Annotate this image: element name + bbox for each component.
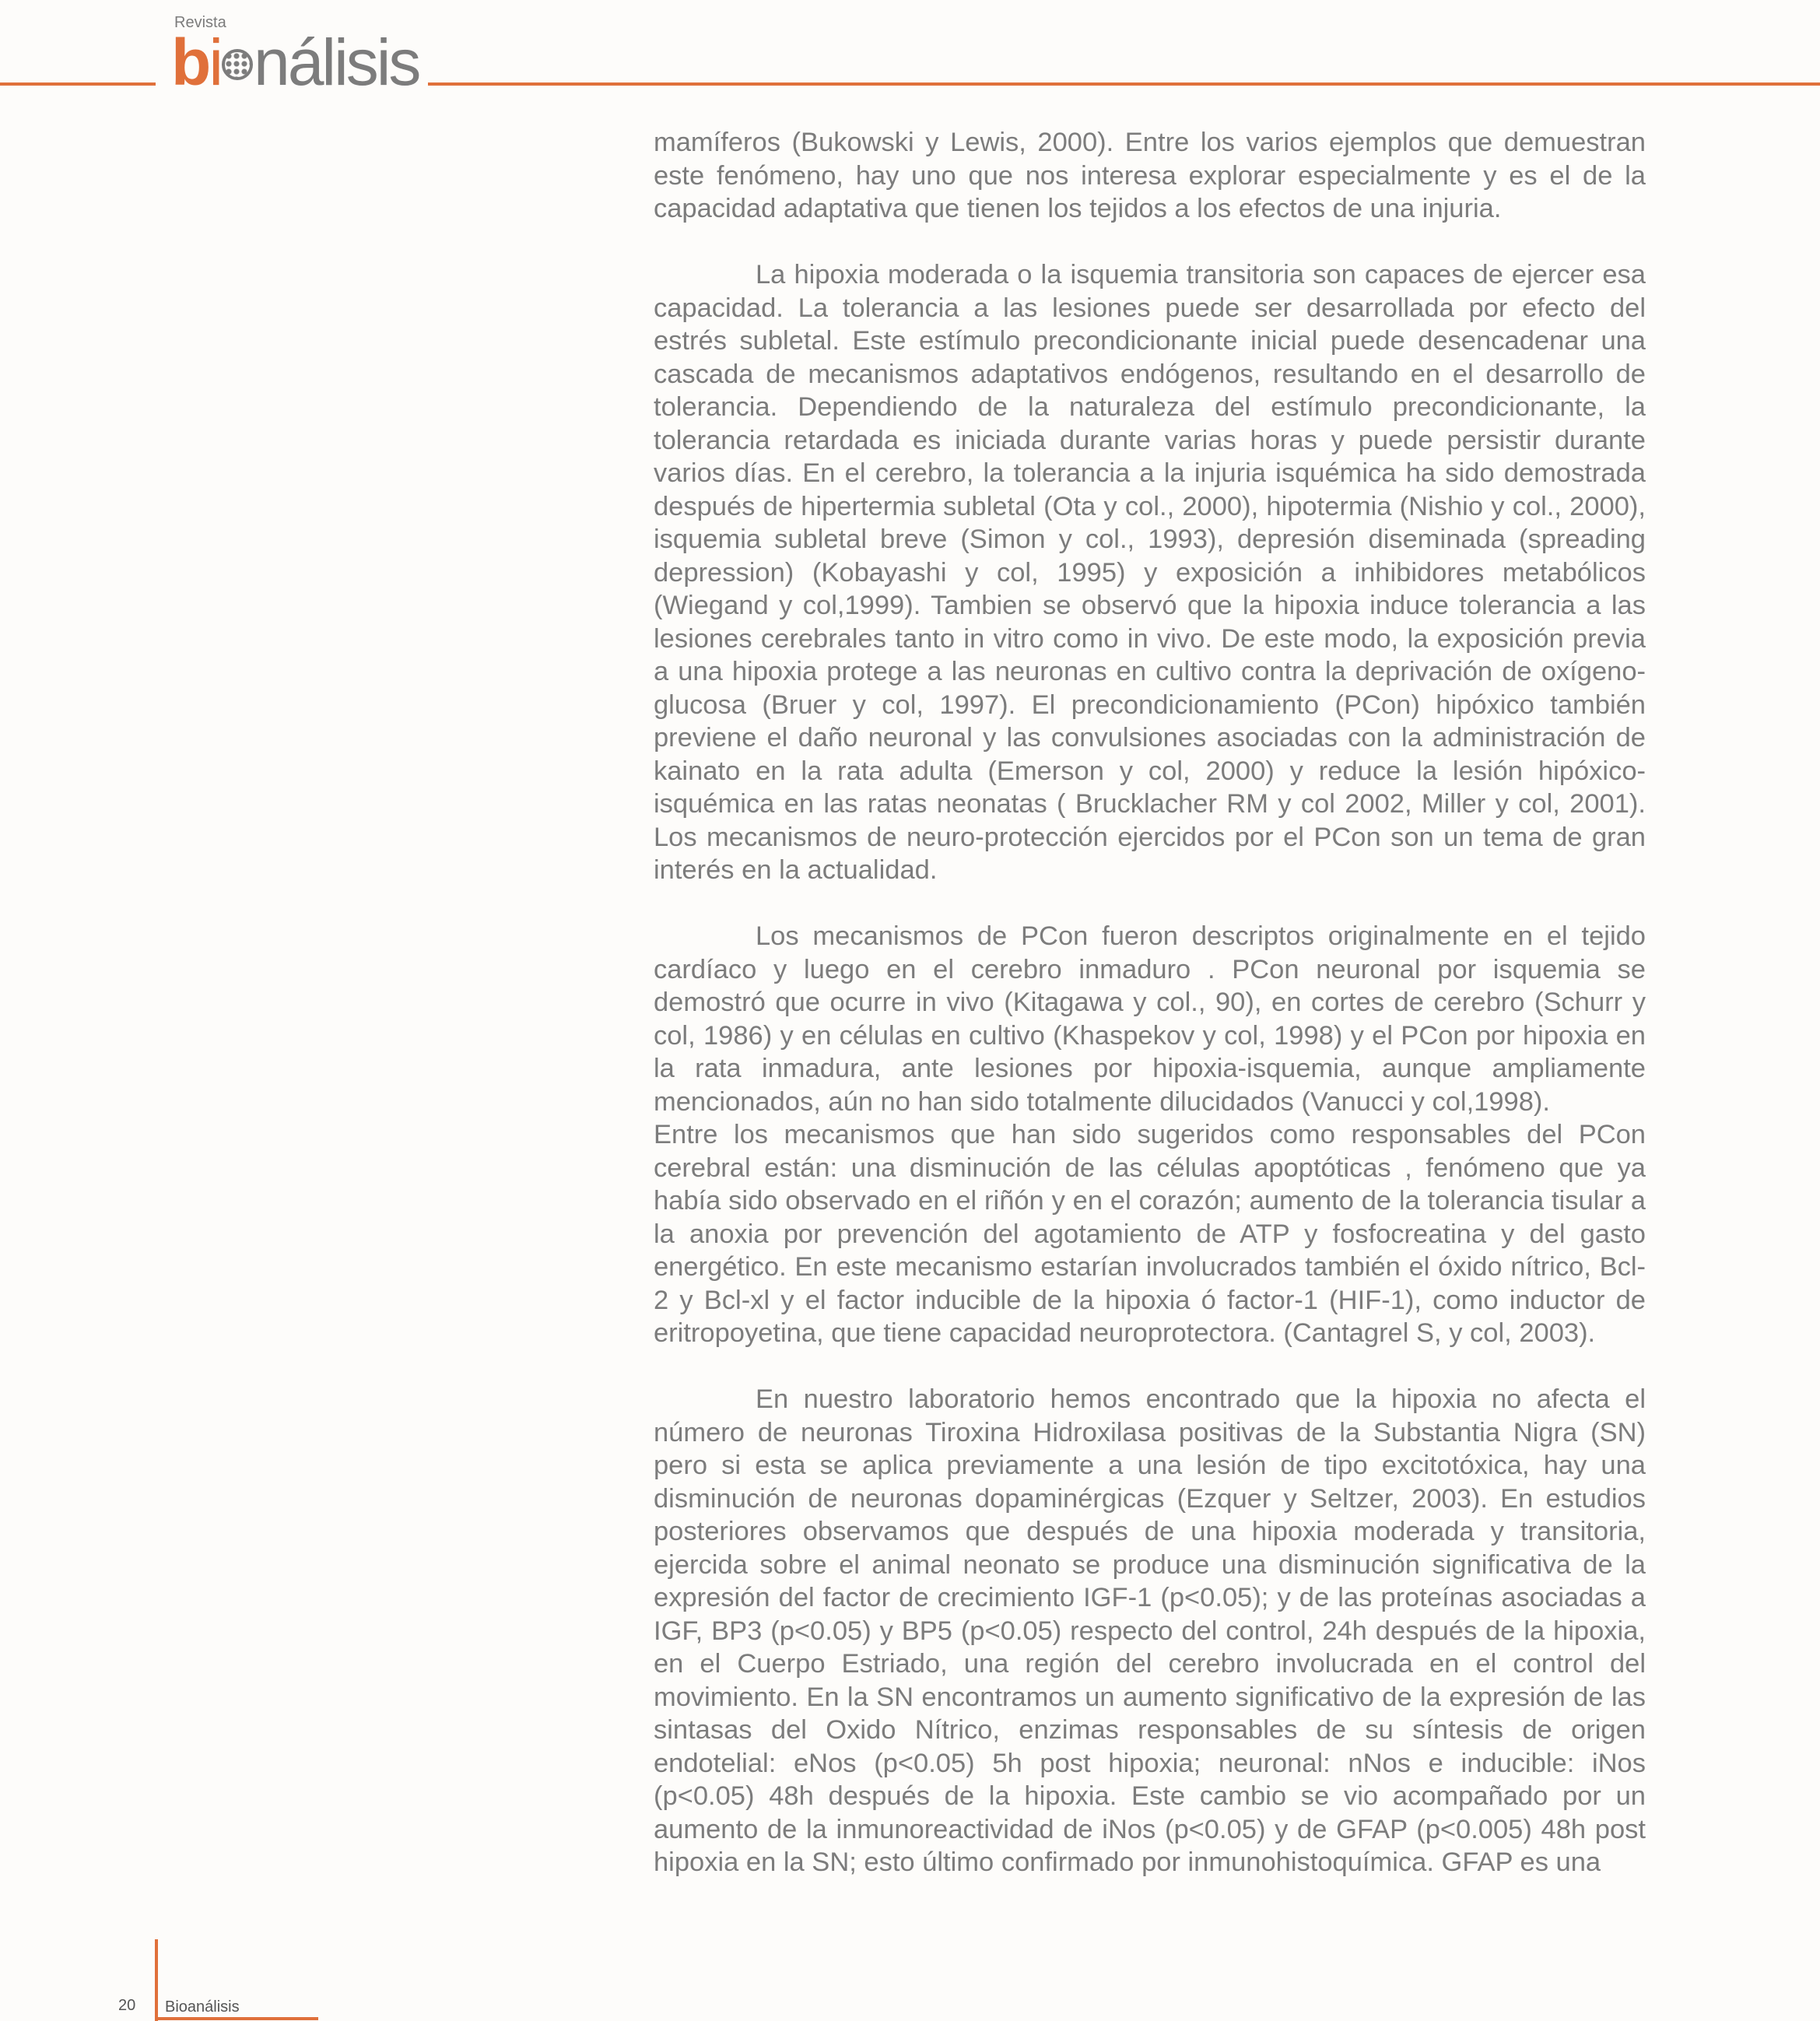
logo-letter-b: b <box>171 26 209 99</box>
article-body <box>654 126 1646 1879</box>
globe-icon <box>222 49 253 80</box>
paragraph-1: mamíferos (Bukowski y Lewis, 2000). Entre los varios ejemplos que demuestran este fenómeno, hay uno que nos interesa explorar especialmente y es el de la capacidad adaptativa que tienen los tejidos a los efectos de una injuria. <box>654 128 1646 223</box>
logo-revista-label: Revista <box>174 14 226 31</box>
paragraph-2: La hipoxia moderada o la isquemia transitoria son capaces de ejercer esa capacidad. La tolerancia a las lesiones puede ser desarrollada por efecto del estrés subletal. Este estímulo precondicionante inicial puede desencadenar una cascada de mecanismos adaptativos endógenos, resultando en el desarrollo de tolerancia. Dependiendo de la naturaleza del estímulo precondicionante, la tolerancia retardada es iniciada durante varias horas y puede persistir durante varios días. En el cerebro, la tolerancia a la injuria isquémica ha sido demostrada después de hipertermia subletal (Ota y col., 2000), hipotermia (Nishio y col., 2000), isquemia subletal breve (Simon y col., 1993), depresión diseminada (spreading depression) (Kobayashi y col, 1995) y exposición a inhibidores metabólicos (Wiegand y col,1999). Tambien se observó que la hipoxia induce tolerancia a las lesiones cerebrales tanto in vitro como in vivo. De este modo, la exposición previa a una hipoxia protege a las neuronas en cultivo contra la deprivación de oxígeno-glucosa (Bruer y col, 1997). El precondicionamiento (PCon) hipóxico también previene el daño neuronal y las convulsiones asociadas con la administración de kainato en la rata adulta (Emerson y col, 2000) y reduce la lesión hipóxico-isquémica en las ratas neonatas ( Brucklacher RM y col 2002, Miller y col, 2001). Los mecanismos de neuro-protección ejercidos por el PCon son un tema de gran interés en la actualidad. <box>654 260 1646 885</box>
logo-wordmark-rest: nálisis <box>253 26 419 99</box>
footer-journal-name: Bioanálisis <box>165 1998 240 2016</box>
paragraph-5: En nuestro laboratorio hemos encontrado que la hipoxia no afecta el número de neuronas Tiroxina Hidroxilasa positivas de la Substantia Nigra (SN) pero si esta se aplica previamente a una lesión de tipo excitotóxica, hay una disminución de neuronas dopaminérgicas (Ezquer y Seltzer, 2003). En estudios posteriores observamos que después de una hipoxia moderada y transitoria, ejercida sobre el animal neonato se produce una disminución significativa de la expresión del factor de crecimiento IGF-1 (p<0.05); y de las proteínas asociadas a IGF, BP3 (p<0.05) y BP5 (p<0.05) respecto del control, 24h después de la hipoxia, en el Cuerpo Estriado, una región del cerebro involucrada en el control del movimiento. En la SN encontramos un aumento significativo de la expresión de las sintasas del Oxido Nítrico, enzimas responsables de su síntesis de origen endotelial: eNos (p<0.05) 5h post hipoxia; neuronal: nNos e inducible: iNos (p<0.05) 48h después de la hipoxia. Este cambio se vio acompañado por un aumento de la inmunoreactividad de iNos (p<0.05) y de GFAP (p<0.005) 48h post hipoxia en la SN; esto último confirmado por inmunohistoquímica. GFAP es una <box>654 1384 1646 1877</box>
header-rule-right <box>428 82 1820 86</box>
page-number: 20 <box>118 1997 136 2014</box>
journal-logo <box>171 12 420 99</box>
footer-rule-vertical <box>155 1939 158 2021</box>
logo-wordmark <box>171 26 419 99</box>
paragraph-3: Los mecanismos de PCon fueron descriptos originalmente en el tejido cardíaco y luego en el cerebro inmaduro . PCon neuronal por isquemia se demostró que ocurre in vivo (Kitagawa y col., 90), en cortes de cerebro (Schurr y col, 1986) y en células en cultivo (Khaspekov y col, 1998) y el PCon por hipoxia en la rata inmadura, ante lesiones por hipoxia-isquemia, aunque ampliamente mencionados, aún no han sido totalmente dilucidados (Vanucci y col,1998). <box>654 921 1646 1117</box>
paragraph-4: Entre los mecanismos que han sido sugeridos como responsables del PCon cerebral están: una disminución de las células apoptóticas , fenómeno que ya había sido observado en el riñón y en el corazón; aumento de la tolerancia tisular a la anoxia por prevención del agotamiento de ATP y fosfocreatina y del gasto energético. En este mecanismo estarían involucrados también el óxido nítrico, Bcl-2 y Bcl-xl y el factor inducible de la hipoxia ó factor-1 (HIF-1), como inductor de eritropoyetina, que tiene capacidad neuroprotectora. (Cantagrel S, y col, 2003). <box>654 1120 1646 1348</box>
footer-rule-horizontal <box>155 2017 318 2020</box>
header-rule-left <box>0 82 156 86</box>
logo-letter-i: i <box>209 26 221 99</box>
